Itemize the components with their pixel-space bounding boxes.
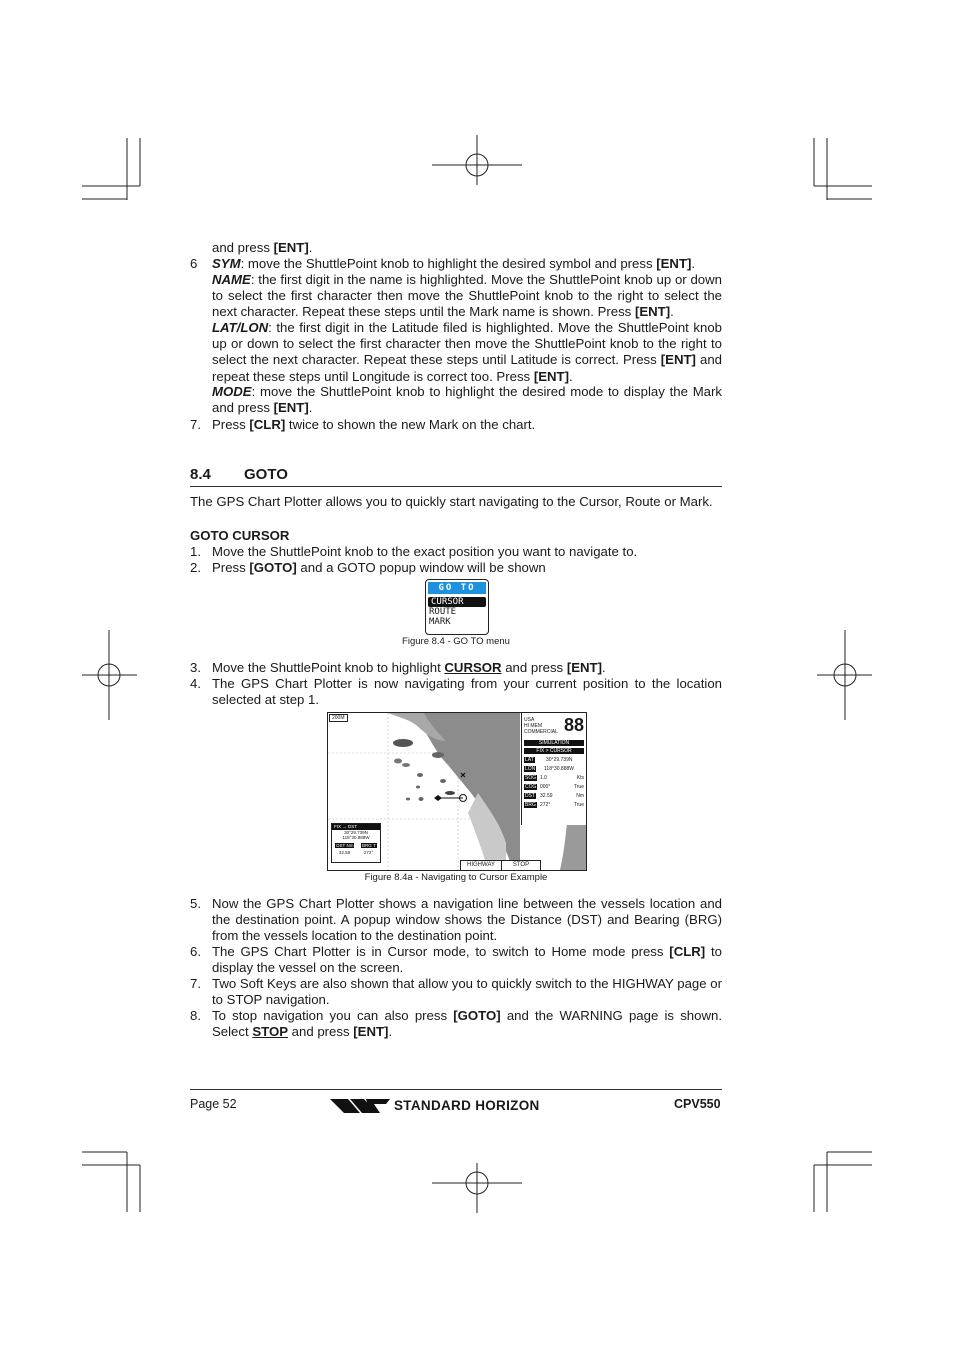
sym-paragraph: SYM: move the ShuttlePoint knob to highlight the desired symbol and press [ENT]. bbox=[212, 256, 696, 271]
brand-name: STANDARD HORIZON bbox=[394, 1098, 540, 1113]
data-rows bbox=[524, 757, 586, 811]
popup-lat: 30°29.739N bbox=[344, 829, 368, 835]
fix-cursor-bar: FIX > CURSOR bbox=[524, 748, 584, 754]
name-paragraph: NAME: the first digit in the name is highlighted. Move the ShuttlePoint knob up or down to select the first character then move the ShuttlePoint knob to the right to select the next character. Repeat these steps until the Mark name is shown. Press [ENT]. bbox=[212, 272, 722, 320]
dst-brg-popup bbox=[331, 823, 381, 863]
chart-info bbox=[524, 717, 558, 735]
softkey-highway[interactable]: HIGHWAY bbox=[460, 860, 502, 871]
step-3-text: Move the ShuttlePoint knob to highlight CURSOR and press [ENT]. bbox=[212, 660, 606, 675]
footer-rule bbox=[190, 1089, 722, 1090]
popup-brg-value: 272° bbox=[363, 850, 374, 855]
section-number: 8.4 bbox=[190, 466, 211, 483]
data-row: LON 118°30.888W bbox=[525, 766, 574, 772]
data-panel bbox=[521, 713, 587, 825]
figure-caption: Figure 8.4a - Navigating to Cursor Example bbox=[364, 872, 548, 883]
latlon-paragraph: LAT/LON: the first digit in the Latitude filed is highlighted. Move the ShuttlePoint knob up or down to select the first character then move the ShuttlePoint knob to the right to select the next character. Repeat these steps until Latitude is correct. Press [ENT] and repeat these steps until Longitude is correct too. Press [ENT]. bbox=[212, 320, 722, 384]
chart-region: USA bbox=[524, 717, 535, 723]
zoom-indicator: 200M bbox=[329, 714, 348, 722]
menu-item-route: ROUTE bbox=[429, 607, 457, 617]
step-number: 7. bbox=[190, 976, 201, 991]
step-number: 8. bbox=[190, 1008, 201, 1023]
subheading: GOTO CURSOR bbox=[190, 528, 290, 543]
chart-type: COMMERCIAL bbox=[524, 729, 558, 735]
step-number: 5. bbox=[190, 896, 201, 911]
mode-paragraph: MODE: move the ShuttlePoint knob to highlight the desired mode to display the Mark and press [ENT]. bbox=[212, 384, 722, 416]
goto-menu-title: GO TO bbox=[428, 582, 486, 594]
step-7b-text: Two Soft Keys are also shown that allow you to quickly switch to the HIGHWAY page or to STOP navigation. bbox=[212, 976, 722, 1008]
step-number: 3. bbox=[190, 660, 201, 675]
brand-logo-icon bbox=[330, 1097, 392, 1115]
popup-brg-label: BRG T bbox=[362, 842, 376, 848]
section-heading bbox=[190, 466, 722, 487]
step-5-text: Now the GPS Chart Plotter shows a navigation line between the vessels location and the destination point. A popup window shows the Distance (DST) and Bearing (BRG) from the vessels location to the destination point. bbox=[212, 896, 722, 944]
step-number: 6 bbox=[190, 256, 198, 271]
menu-item-mark: MARK bbox=[429, 617, 451, 627]
step-4-text: The GPS Chart Plotter is now navigating from your current position to the location selected at step 1. bbox=[212, 676, 722, 708]
step-number: 6. bbox=[190, 944, 201, 959]
simulation-bar: SIMULATION bbox=[524, 740, 584, 746]
chart-memory: HI MEM bbox=[524, 723, 543, 729]
step-7-text: Press [CLR] twice to shown the new Mark on the chart. bbox=[212, 417, 536, 432]
section-title: GOTO bbox=[244, 466, 288, 483]
chart-big-digits: 88 bbox=[564, 715, 585, 735]
step-number: 2. bbox=[190, 560, 201, 575]
goto-menu-figure bbox=[425, 579, 489, 635]
popup-dst-value: 32.59 bbox=[338, 850, 351, 855]
step-1-text: Move the ShuttlePoint knob to the exact position you want to navigate to. bbox=[212, 544, 638, 559]
model-name: CPV550 bbox=[674, 1097, 721, 1111]
section-intro: The GPS Chart Plotter allows you to quickly start navigating to the Cursor, Route or Mark. bbox=[190, 494, 713, 509]
step-number: 4. bbox=[190, 676, 201, 691]
data-row: SOG 1.0 Kts bbox=[525, 775, 584, 781]
page-number: Page 52 bbox=[190, 1097, 237, 1111]
intro-line: and press [ENT]. bbox=[212, 240, 313, 255]
data-row: DST 32.59 Nm bbox=[525, 793, 584, 799]
brand-logo bbox=[330, 1097, 590, 1115]
popup-header: FIX → DST bbox=[332, 824, 380, 830]
menu-item-cursor: CURSOR bbox=[428, 597, 486, 607]
data-row: BRG 272° True bbox=[525, 802, 584, 808]
figure-caption: Figure 8.4 - GO TO menu bbox=[402, 636, 510, 647]
chart-plotter-figure bbox=[327, 712, 587, 871]
step-8-text: To stop navigation you can also press [GOTO] and the WARNING page is shown. Select STOP and press [ENT]. bbox=[212, 1008, 722, 1040]
popup-dst-label: DST Nm bbox=[336, 842, 354, 848]
data-row: COG 000° True bbox=[525, 784, 584, 790]
data-row: LAT 30°29.739N bbox=[525, 757, 573, 763]
popup-lon: 118°30.888W bbox=[342, 835, 370, 840]
step-2-text: Press [GOTO] and a GOTO popup window will be shown bbox=[212, 560, 546, 575]
step-number: 1. bbox=[190, 544, 201, 559]
step-6-text: The GPS Chart Plotter is in Cursor mode, to switch to Home mode press [CLR] to display the vessel on the screen. bbox=[212, 944, 722, 976]
step-number: 7. bbox=[190, 417, 201, 432]
softkey-stop[interactable]: STOP bbox=[501, 860, 541, 871]
